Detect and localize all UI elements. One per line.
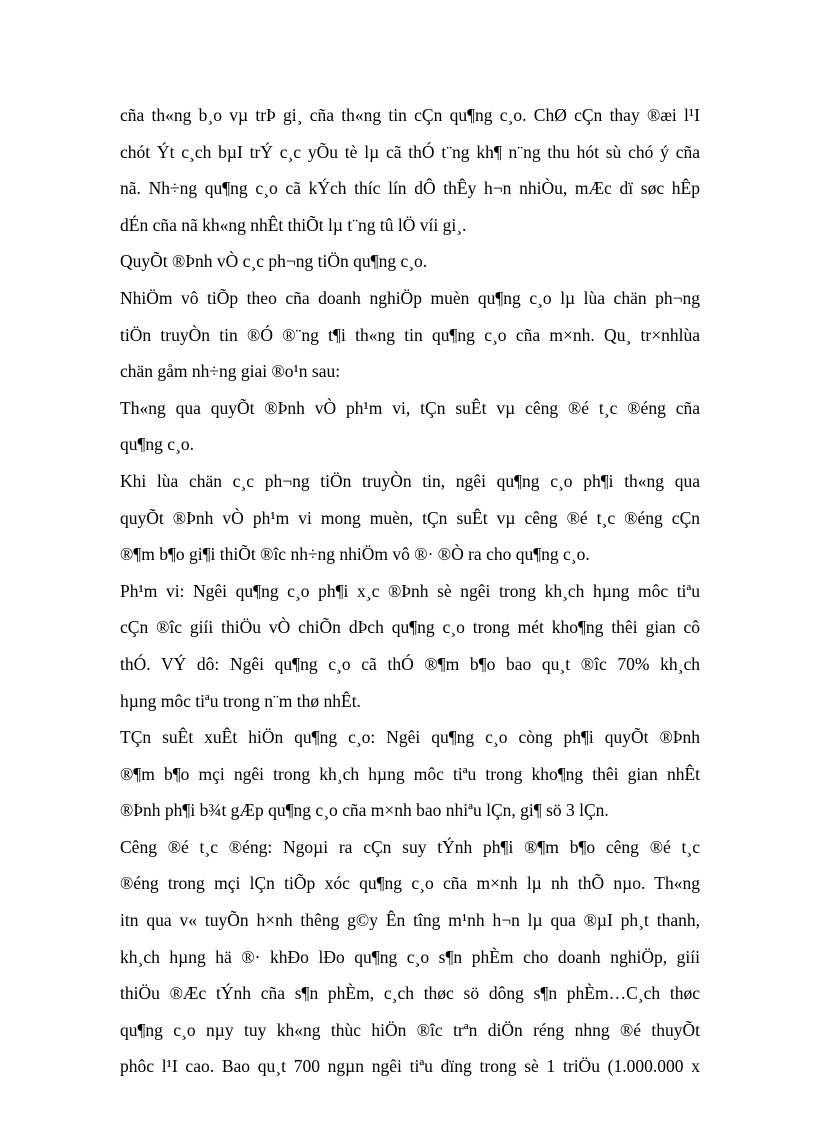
text-line: qu¶ng c¸o nµy tuy kh«ng thùc hiÖn ®îc trªn diÖn réng nhng ®é thuyÕt: [120, 1019, 700, 1040]
text-line: ®¶m b¶o gi¶i thiÕt ®îc nh÷ng nhiÖm vô ®· ®Ò ra cho qu¶ng c¸o.: [120, 544, 590, 565]
text-line: thÓ. VÝ dô: Ngêi qu¶ng c¸o cã thÓ ®¶m b¶o bao qu¸t ®îc 70% kh¸ch: [120, 653, 700, 674]
text-line: dÉn cña nã kh«ng nhÊt thiÕt lµ t¨ng tû lÖ víi gi¸.: [120, 214, 467, 235]
text-line: phôc l¹I cao. Bao qu¸t 700 ngµn ngêi tiªu dïng trong sè 1 triÖu (1.000.000 x: [120, 1056, 700, 1077]
text-line: cÇn ®îc giíi thiÖu vÒ chiÕn dÞch qu¶ng c¸o trong mét kho¶ng thêi gian cô: [120, 617, 700, 638]
text-line: quyÕt ®Þnh vÒ ph¹m vi mong muèn, tÇn suÊt vµ cêng ®é t¸c ®éng cÇn: [120, 507, 700, 528]
text-line: Khi lùa chän c¸c ph¬ng tiÖn truyÒn tin, ngêi qu¶ng c¸o ph¶i th«ng qua: [120, 470, 700, 491]
text-line: thiÖu ®Æc tÝnh cña s¶n phÈm, c¸ch thøc sö dông s¶n phÈm…C¸ch thøc: [120, 983, 700, 1004]
text-line: QuyÕt ®Þnh vÒ c¸c ph¬ng tiÖn qu¶ng c¸o.: [120, 251, 428, 272]
text-line: nã. Nh÷ng qu¶ng c¸o cã kÝch thíc lín dÔ thÊy h¬n nhiÒu, mÆc dï søc hÊp: [120, 178, 700, 199]
text-line: tiÖn truyÒn tin ®Ó ®¨ng t¶i th«ng tin qu¶ng c¸o cña m×nh. Qu¸ tr×nhlùa: [120, 324, 700, 345]
text-line: Th«ng qua quyÕt ®Þnh vÒ ph¹m vi, tÇn suÊt vµ cêng ®é t¸c ®éng cña: [120, 397, 700, 418]
text-line: Cêng ®é t¸c ®éng: Ngoµi ra cÇn suy tÝnh ph¶i ®¶m b¶o cêng ®é t¸c: [120, 836, 700, 857]
text-line: ®Þnh ph¶i b¾t gÆp qu¶ng c¸o cña m×nh bao nhiªu lÇn, gi¶ sö 3 lÇn.: [120, 800, 609, 821]
text-line: ®éng trong mçi lÇn tiÕp xóc qu¶ng c¸o cña m×nh lµ nh thÕ nµo. Th«ng: [120, 873, 700, 894]
text-line: chän gåm nh÷ng giai ®o¹n sau:: [120, 361, 341, 382]
text-line: cña th«ng b¸o vµ trÞ gi¸ cña th«ng tin cÇn qu¶ng c¸o. ChØ cÇn thay ®æi l¹I: [120, 105, 700, 125]
text-line: chót Ýt c¸ch bµI trÝ c¸c yÕu tè lµ cã thÓ t¨ng kh¶ n¨ng thu hót sù chó ý cña: [120, 141, 700, 162]
text-line: TÇn suÊt xuÊt hiÖn qu¶ng c¸o: Ngêi qu¶ng c¸o còng ph¶i quyÕt ®Þnh: [120, 727, 700, 748]
text-line: ®¶m b¶o mçi ngêi trong kh¸ch hµng môc tiªu trong kho¶ng thêi gian nhÊt: [120, 763, 700, 784]
body-text: [120, 97, 700, 1085]
text-line: NhiÖm vô tiÕp theo cña doanh nghiÖp muèn qu¶ng c¸o lµ lùa chän ph¬ng: [120, 287, 700, 308]
text-line: Ph¹m vi: Ngêi qu¶ng c¸o ph¶i x¸c ®Þnh sè ngêi trong kh¸ch hµng môc tiªu: [120, 580, 700, 601]
text-line: hµng môc tiªu trong n¨m thø nhÊt.: [120, 690, 361, 711]
text-line: kh¸ch hµng hä ®· khÐo lÐo qu¶ng c¸o s¶n phÈm cho doanh nghiÖp, giíi: [120, 946, 700, 967]
text-line: qu¶ng c¸o.: [120, 434, 195, 455]
text-line: itn qua v« tuyÕn h×nh thêng g©y Ên tîng m¹nh h¬n lµ qua ®µI ph¸t thanh,: [120, 910, 700, 931]
